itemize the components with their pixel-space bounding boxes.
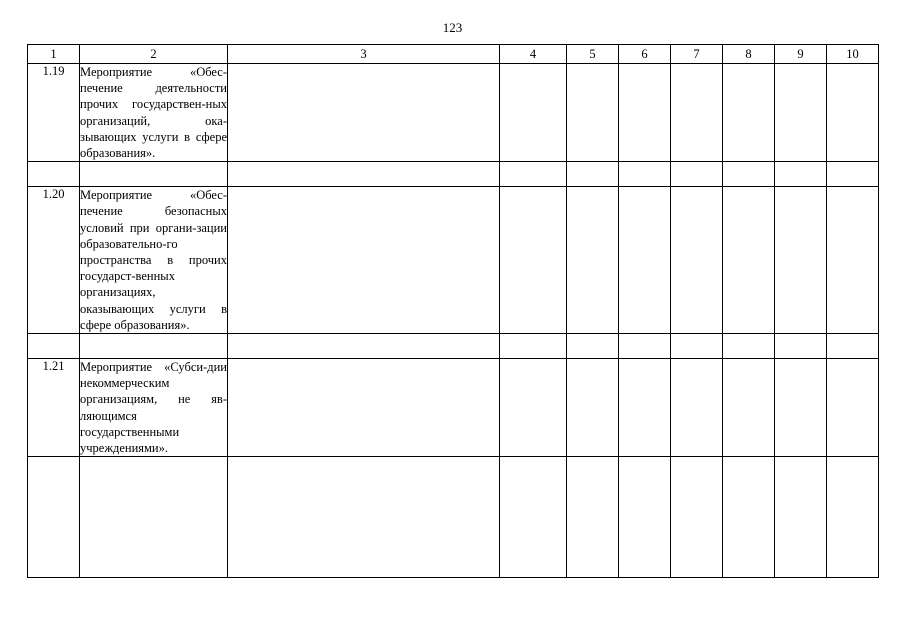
row-description: Мероприятие «Обес-печение деятельности прочих государствен-ных организаций, ока-зывающих услуги в сфере образования». [80,65,227,161]
filler-cell-5 [567,457,619,578]
spacer-cell-1 [28,162,80,187]
spacer-cell-7 [671,162,723,187]
row-cell-6 [619,187,671,334]
spacer-cell-2 [80,162,228,187]
column-header-6: 6 [619,45,671,64]
row-cell-3 [228,64,500,162]
filler-cell-2 [80,457,228,578]
filler-cell-9 [775,457,827,578]
column-header-8: 8 [723,45,775,64]
row-cell-10 [827,64,879,162]
filler-cell-8 [723,457,775,578]
column-header-1: 1 [28,45,80,64]
spacer-cell-3 [228,334,500,359]
row-number: 1.21 [28,359,80,457]
table-spacer-row [28,162,879,187]
filler-cell-6 [619,457,671,578]
row-cell-6 [619,359,671,457]
column-header-10: 10 [827,45,879,64]
table-header-row [28,45,879,64]
spacer-cell-5 [567,162,619,187]
row-cell-10 [827,187,879,334]
filler-cell-7 [671,457,723,578]
filler-cell-3 [228,457,500,578]
filler-cell-10 [827,457,879,578]
row-cell-5 [567,64,619,162]
table-filler-row [28,457,879,578]
row-cell-9 [775,359,827,457]
table-row [28,359,879,457]
row-cell-10 [827,359,879,457]
spacer-cell-9 [775,162,827,187]
page-number: 123 [442,20,463,35]
spacer-cell-6 [619,162,671,187]
column-header-7: 7 [671,45,723,64]
spacer-cell-7 [671,334,723,359]
row-cell-7 [671,187,723,334]
row-cell-3 [228,187,500,334]
spacer-cell-10 [827,162,879,187]
row-cell-7 [671,64,723,162]
row-description: Мероприятие «Обес-печение безопасных условий при органи-зации образовательно-го пространства в прочих государст-венных организациях, оказывающих услуги в сфере образования». [80,188,227,332]
row-cell-3 [228,359,500,457]
spacer-cell-6 [619,334,671,359]
spacer-cell-3 [228,162,500,187]
filler-cell-4 [500,457,567,578]
column-header-3: 3 [228,45,500,64]
row-cell-4 [500,187,567,334]
row-cell-9 [775,64,827,162]
column-header-4: 4 [500,45,567,64]
column-header-5: 5 [567,45,619,64]
spacer-cell-4 [500,162,567,187]
table-spacer-row [28,334,879,359]
spacer-cell-2 [80,334,228,359]
column-header-9: 9 [775,45,827,64]
table-row [28,187,879,334]
row-cell-8 [723,187,775,334]
filler-cell-1 [28,457,80,578]
spacer-cell-10 [827,334,879,359]
row-cell-8 [723,64,775,162]
row-cell-4 [500,359,567,457]
spacer-cell-4 [500,334,567,359]
spacer-cell-5 [567,334,619,359]
row-number: 1.20 [28,187,80,334]
row-number: 1.19 [28,64,80,162]
table-row [28,64,879,162]
spacer-cell-1 [28,334,80,359]
spacer-cell-8 [723,162,775,187]
spacer-cell-9 [775,334,827,359]
row-cell-7 [671,359,723,457]
table-container [27,44,878,578]
row-cell-5 [567,359,619,457]
row-cell-6 [619,64,671,162]
row-cell-4 [500,64,567,162]
row-cell-5 [567,187,619,334]
spacer-cell-8 [723,334,775,359]
row-cell-8 [723,359,775,457]
row-description: Мероприятие «Субси-дии некоммерческим организациям, не яв-ляющимся государственными учреждениями». [80,360,227,456]
data-table [27,44,879,578]
column-header-2: 2 [80,45,228,64]
row-cell-9 [775,187,827,334]
